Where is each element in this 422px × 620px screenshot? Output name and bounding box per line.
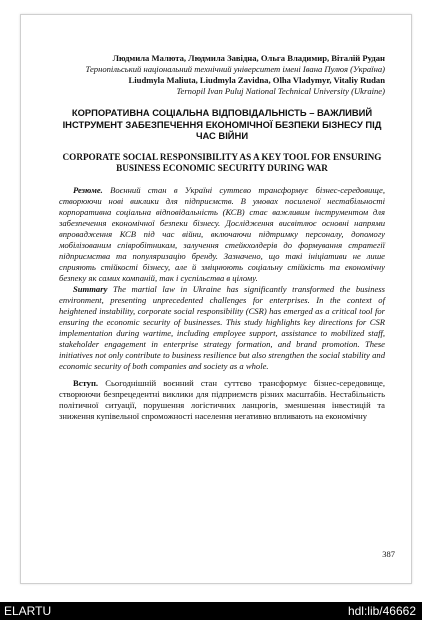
intro-text: Сьогоднішній воєнний стан суттєво трансформує бізнес-середовище, створюючи безпрецедентні виклики для підприємств різних масштабів. Нестабільність політичної ситуації, порушення логістичних ланцюгів, зменшення інвестицій та зниження купівельної спроможності населення негативно впливають на економічну bbox=[59, 377, 385, 421]
affiliation-ukrainian: Тернопільський національний технічний університет імені Івана Пулюя (Україна) bbox=[85, 64, 385, 74]
title-english: CORPORATE SOCIAL RESPONSIBILITY AS A KEY TOOL FOR ENSURING BUSINESS ECONOMIC SECURITY DURING WAR bbox=[62, 151, 382, 173]
abstract-label: Резюме. bbox=[73, 184, 103, 195]
authors-english: Liudmyla Maliuta, Liudmyla Zavidna, Olha Vladymyr, Vitaliy Rudan bbox=[128, 75, 385, 85]
page-number: 387 bbox=[382, 549, 395, 559]
summary-english bbox=[59, 284, 385, 372]
introduction bbox=[59, 378, 385, 422]
footer-repository-name[interactable]: ELARTU bbox=[4, 604, 52, 618]
footer-handle-link[interactable]: hdl:lib/46662 bbox=[347, 604, 416, 618]
summary-label: Summary bbox=[73, 283, 108, 294]
page-content bbox=[59, 53, 385, 422]
repository-footer-bar bbox=[0, 602, 422, 620]
summary-text: The martial law in Ukraine has significantly transformed the business environment, presenting unprecedented challenges for enterprises. In the context of heightened instability, corporate social responsibility (CSR) has emerged as a critical tool for ensuring the economic security of businesses. This study highlights key directions for CSR implementation during wartime, including employee support, assistance to mobilized staff, stakeholder engagement in enterprise strategy formation, and brand promotion. These initiatives not only contribute to business resilience but also strengthen the social stability and economic security of both companies and society as a whole. bbox=[59, 283, 385, 371]
title-ukrainian: КОРПОРАТИВНА СОЦІАЛЬНА ВІДПОВІДАЛЬНІСТЬ – ВАЖЛИВИЙ ІНСТРУМЕНТ ЗАБЕЗПЕЧЕННЯ ЕКОНОМІЧНОЇ БЕЗПЕКИ БІЗНЕСУ ПІД ЧАС ВІЙНИ bbox=[62, 107, 382, 141]
intro-label: Вступ. bbox=[73, 377, 99, 388]
document-page bbox=[20, 14, 412, 584]
abstract-text: Воєнний стан в Україні суттєво трансформує бізнес-середовище, створюючи нові виклики для підприємств. В умовах посиленої нестабільності корпоративна соціальна відповідальність (КСВ) стає важливим інструментом для забезпечення економічної безпеки бізнесу. Дослідження висвітлює основні напрями впровадження КСВ під час війни, включаючи підтримку персоналу, допомогу мобілізованим співробітникам, залучення стейкхолдерів до формування стратегії підприємства та популяризацію бренду. Зазначено, що такі ініціативи не лише сприяють стійкості бізнесу, але й зміцнюють соціальну стійкість та економічну безпеку як самих компаній, так і суспільства в цілому. bbox=[59, 184, 385, 283]
authors-ukrainian: Людмила Малюта, Людмила Завідна, Ольга Владимир, Віталій Рудан bbox=[112, 53, 385, 63]
affiliation-english: Ternopil Ivan Puluj National Technical University (Ukraine) bbox=[176, 86, 385, 96]
abstract-ukrainian bbox=[59, 185, 385, 284]
